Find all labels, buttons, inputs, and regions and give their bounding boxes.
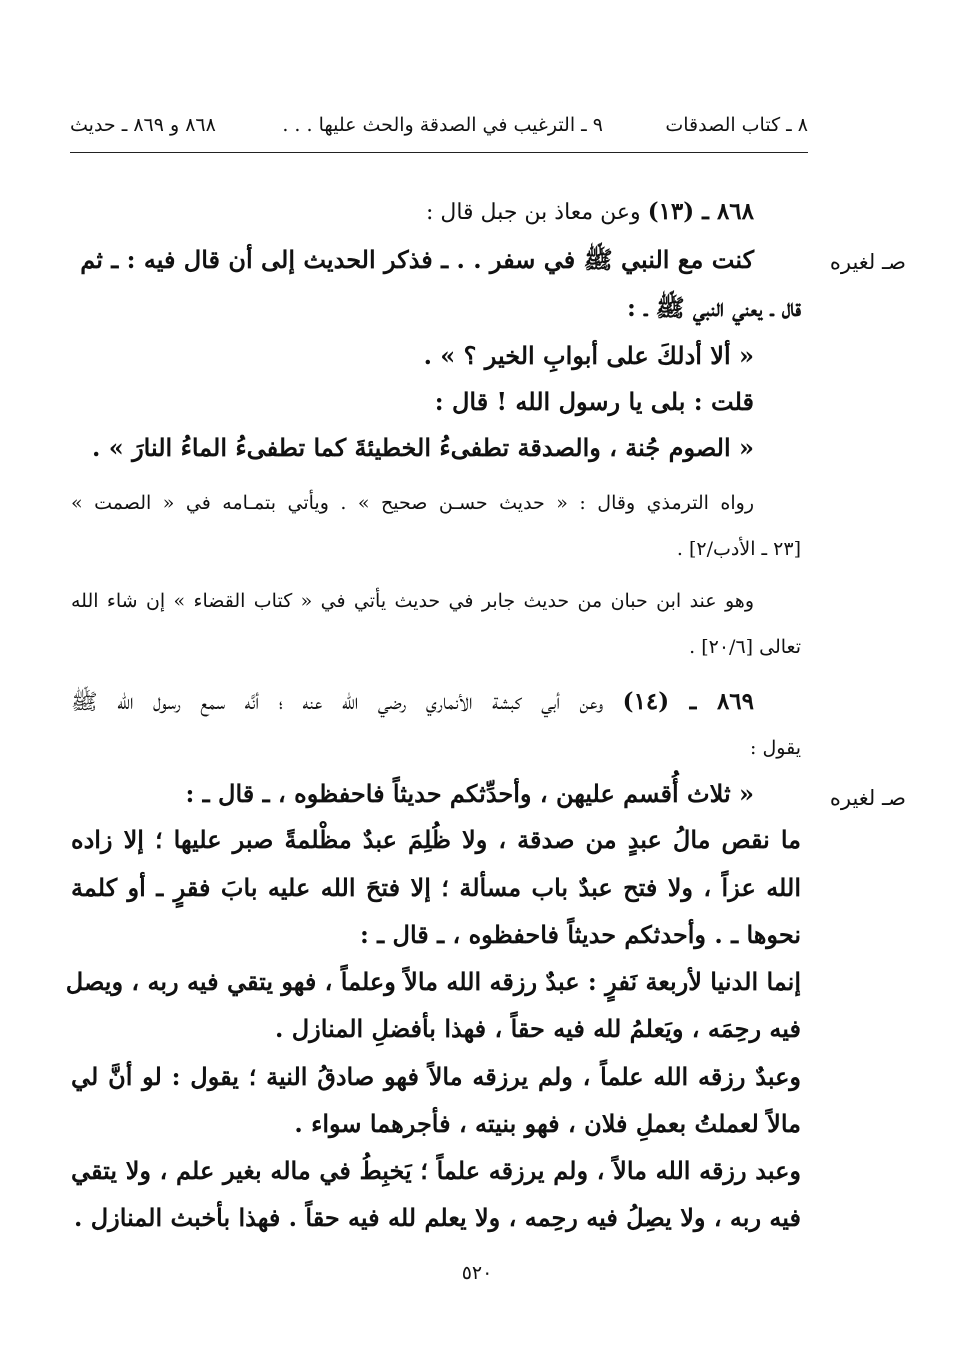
hadith-range: ٨٦٨ و ٨٦٩ ـ حديث xyxy=(70,114,216,136)
hadith-869-heading xyxy=(71,688,754,720)
hadith-text-line: « الصوم جُنة ، والصدقة تطفىءُ الخطيئةَ كما تطفىءُ الماءُ النارَ » . xyxy=(92,433,754,462)
hadith-text-line: قلت : بلى يا رسول الله ! قال : xyxy=(434,387,754,416)
takhrij-note: وهو عند ابن حبان من حديث جابر في حديث يأتي في « كتاب القضاء » إن شاء الله xyxy=(71,590,754,612)
hadith-text-line: ما نقص مالُ عبدٍ من صدقة ، ولا ظُلِمَ عبدٌ مظْلمةً صبر عليها ؛ إلا زاده xyxy=(71,825,801,854)
hadith-text-line: كنت مع النبي ﷺ في سفر . . ـ فذكر الحديث إلى أن قال فيه : ـ ثم xyxy=(80,245,754,274)
hadith-text-line: « ألا أدلكَ على أبوابِ الخير ؟ » . xyxy=(423,341,754,370)
running-header xyxy=(70,114,808,148)
hadith-text-line: مالاً لعملتُ بعملِ فلان ، فهو بنيته ، فأجرهما سواء . xyxy=(294,1109,801,1138)
hadith-text-line: وعبدٌ رزقه الله علماً ، ولم يرزقه مالاً فهو صادقُ النية ؛ يقول : لو أنَّ لي xyxy=(71,1062,801,1091)
hadith-868-heading xyxy=(426,198,754,225)
header-rule xyxy=(70,152,808,153)
takhrij-note: تعالى [٢٠/٦] . xyxy=(689,636,801,658)
takhrij-note: [٢٣ ـ الأدب/٢] . xyxy=(676,538,801,560)
hadith-text-line: قال ـ يعني النبي ﷺ ـ : xyxy=(627,293,801,322)
hadith-intro: وعن أبي كبشة الأنماري رضي الله عنه ؛ أنَّه سمع رسول الله ﷺ xyxy=(71,690,604,715)
hadith-text-line: إنما الدنيا لأربعة نَفرٍ : عبدٌ رزقه الله مالاً وعلماً ، فهو يتقي فيه ربه ، ويصل xyxy=(65,967,801,996)
hadith-text-line: الله عزاً ، ولا فتح عبدٌ باب مسألة ؛ إلا فتحَ الله عليه بابَ فقرٍ ـ أو كلمة xyxy=(71,873,801,902)
hadith-text-line: فيه ربه ، ولا يصِلُ فيه رحِمه ، ولا يعلم لله فيه حقاً . فهذا بأخبث المنازل . xyxy=(74,1203,801,1232)
hadith-intro-cont: يقول : xyxy=(750,737,801,759)
hadith-number: ٨٦٩ ـ (١٤) xyxy=(622,688,754,715)
grade-label: صـ لغيره xyxy=(829,786,906,810)
takhrij-note: رواه الترمذي وقال : « حديث حسـن صحيح » . ويأتي بتمـامه في « الصمت » xyxy=(71,492,754,514)
hadith-text-line: « ثلاث أُقسم عليهن ، وأحدِّثكم حديثاً فاحفظوه ، ـ قال ـ : xyxy=(185,779,754,808)
page-number: ٥٢٠ xyxy=(461,1262,493,1284)
hadith-text-line: نحوها ـ . وأحدثكم حديثاً فاحفظوه ، ـ قال ـ : xyxy=(359,920,801,949)
grade-label: صـ لغيره xyxy=(829,250,906,274)
hadith-number: ٨٦٨ ـ (١٣) xyxy=(647,198,754,225)
section-title: ٩ ـ الترغيب في الصدقة والحث عليها . . . xyxy=(282,114,603,136)
chapter-title: ٨ ـ كتاب الصدقات xyxy=(665,114,808,136)
hadith-text-line: فيه رحِمَه ، ويَعلمُ لله فيه حقاً ، فهذا بأفضلِ المنازل . xyxy=(275,1014,801,1043)
hadith-text-line: وعبد رزقه الله مالاً ، ولم يرزقه علماً ؛ يَخبِطُ في ماله بغير علم ، ولا يتقي xyxy=(71,1156,801,1185)
hadith-intro: وعن معاذ بن جبل قال : xyxy=(425,200,641,225)
